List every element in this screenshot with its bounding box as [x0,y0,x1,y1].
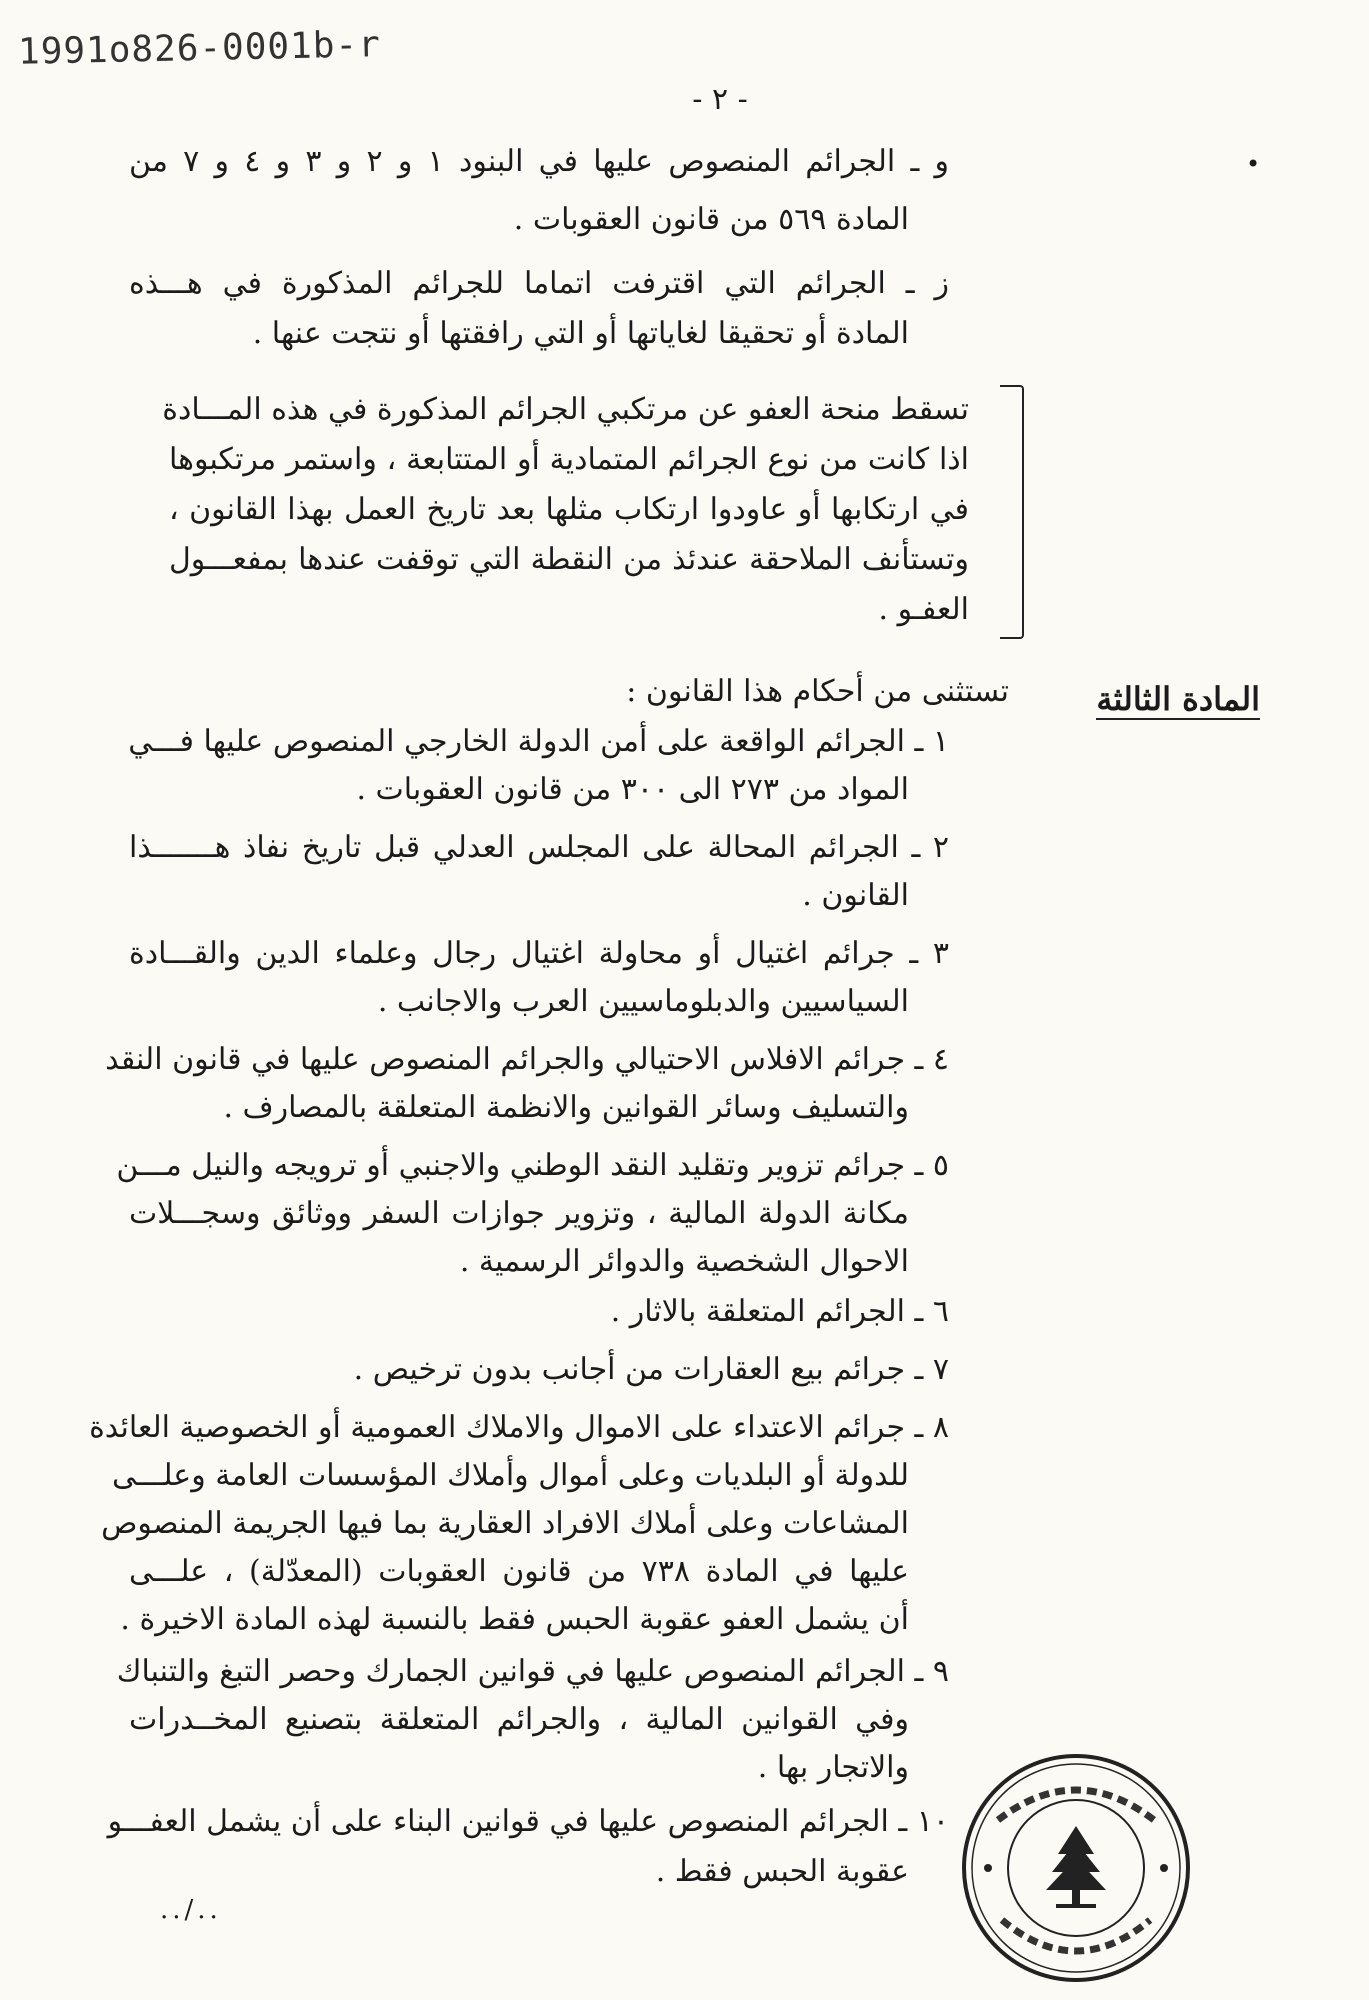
item-8-line-1: ٨ ـ جرائم الاعتداء على الاموال والاملاك العمومية أو الخصوصية العائدة [89,1410,949,1445]
margin-bracket [1000,385,1024,639]
item-10-line-2: عقوبة الحبس فقط . [655,1854,909,1889]
article-three-title-text: المادة الثالثة [1096,680,1260,718]
item-5-line-1: ٥ ـ جرائم تزوير وتقليد النقد الوطني والاجنبي أو ترويجه والنيل مـــن [116,1148,949,1183]
handwritten-reference-number: 1991o826-0001b-r [17,24,382,73]
item-3-line-1: ٣ ـ جرائم اغتيال أو محاولة اغتيال رجال وعلماء الدين والقـــادة [129,936,949,971]
item-5-line-3: الاحوال الشخصية والدوائر الرسمية . [459,1244,909,1279]
item-5-line-2: مكانة الدولة المالية ، وتزوير جوازات السفر ووثائق وسجـــلات [129,1196,909,1231]
item-waw-line-2: المادة ٥٦٩ من قانون العقوبات . [513,202,909,237]
boxed-line-5: العفـو . [878,592,969,627]
item-2-line-2: القانون . [802,878,909,913]
item-7-line-1: ٧ ـ جرائم بيع العقارات من أجانب بدون ترخيص . [353,1352,949,1387]
item-waw-line-1: و ـ الجرائم المنصوص عليها في البنود ١ و ٢ و ٣ و ٤ و ٧ من [129,144,950,179]
article-three-intro: تستثنى من أحكام هذا القانون : [626,674,1009,709]
item-8-line-2: للدولة أو البلديات وعلى أموال وأملاك المؤسسات العامة وعلـــى [112,1458,909,1493]
article-three-title [1070,680,1260,718]
item-4-line-1: ٤ ـ جرائم الافلاس الاحتيالي والجرائم المنصوص عليها في قانون النقد [105,1042,949,1077]
item-zay-line-2: المادة أو تحقيقا لغاياتها أو التي رافقتها أو نتجت عنها . [252,316,909,351]
item-8-line-5: أن يشمل العفو عقوبة الحبس فقط بالنسبة لهذه المادة الاخيرة . [120,1602,909,1637]
item-9-line-2: وفي القوانين المالية ، والجرائم المتعلقة بتصنيع المخــدرات [129,1702,909,1737]
item-2-line-1: ٢ ـ الجرائم المحالة على المجلس العدلي قبل تاريخ نفاذ هـــــــذا [129,830,949,865]
item-1-line-2: المواد من ٢٧٣ الى ٣٠٠ من قانون العقوبات . [356,772,909,807]
item-3-line-2: السياسيين والدبلوماسيين العرب والاجانب . [377,984,909,1019]
boxed-line-4: وتستأنف الملاحقة عندئذ من النقطة التي توقفت عندها بمفعـــول [169,542,969,577]
boxed-line-3: في ارتكابها أو عاودوا ارتكاب مثلها بعد تاريخ العمل بهذا القانون ، [169,492,969,527]
margin-mark: • [1246,150,1261,178]
item-1-line-1: ١ ـ الجرائم الواقعة على أمن الدولة الخارجي المنصوص عليها فـــي [128,724,949,759]
continuation-marker: ../.. [160,1895,222,1925]
item-4-line-2: والتسليف وسائر القوانين والانظمة المتعلقة بالمصارف . [223,1090,909,1125]
item-8-line-3: المشاعات وعلى أملاك الافراد العقارية بما فيها الجريمة المنصوص [101,1506,909,1541]
item-9-line-1: ٩ ـ الجرائم المنصوص عليها في قوانين الجمارك وحصر التبغ والتنباك [116,1654,949,1689]
item-9-line-3: والاتجار بها . [757,1750,909,1785]
boxed-line-1: تسقط منحة العفو عن مرتكبي الجرائم المذكورة في هذه المـــادة [162,392,969,427]
item-10-line-1: ١٠ ـ الجرائم المنصوص عليها في قوانين البناء على أن يشمل العفـــو [107,1804,949,1839]
item-8-line-4: عليها في المادة ٧٣٨ من قانون العقوبات (المعدّلة) ، علـــى [129,1554,909,1589]
page-number: - ٢ - [692,82,748,117]
item-zay-line-1: ز ـ الجرائم التي اقترفت اتماما للجرائم المذكورة في هـــذه [129,266,949,301]
presidency-seal-icon [958,1750,1194,1986]
boxed-line-2: اذا كانت من نوع الجرائم المتمادية أو المتتابعة ، واستمر مرتكبوها [169,442,969,477]
item-6-line-1: ٦ ـ الجرائم المتعلقة بالاثار . [610,1294,949,1329]
